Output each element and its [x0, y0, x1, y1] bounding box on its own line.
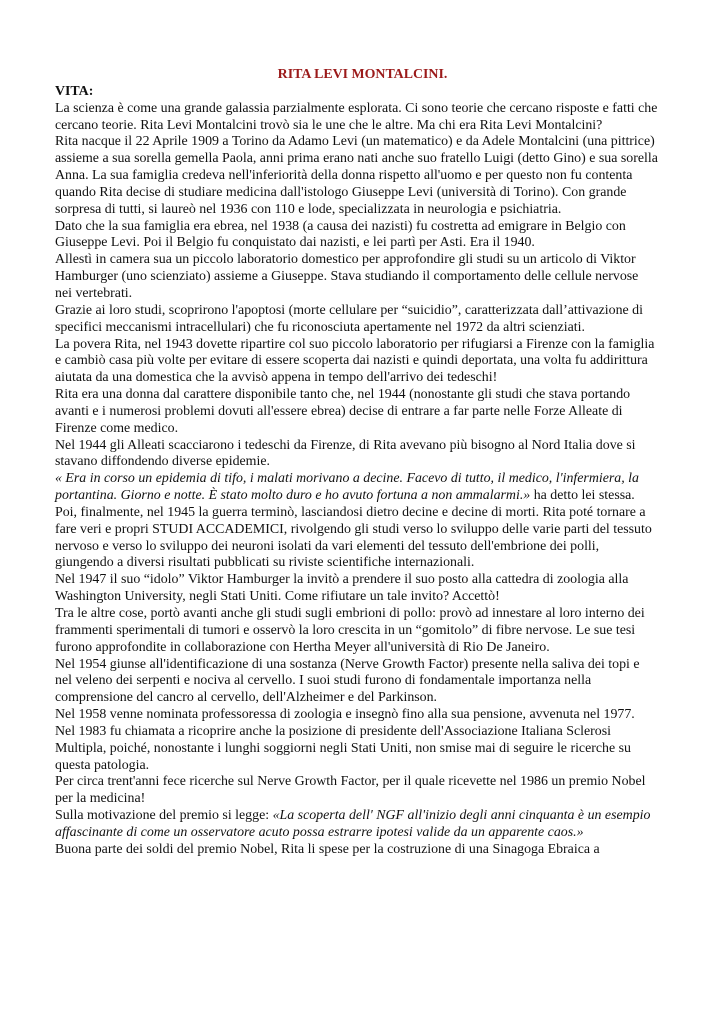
- quote-paragraph: [55, 471, 658, 505]
- paragraph-text: La povera Rita, nel 1943 dovette ripartire col suo piccolo laboratorio per rifugiarsi a Firenze con la famiglia e cambiò casa più volte per evitare di essere scoperta dai nazisti e quindi deportata, una volta fu addirittura aiutata da una domestica che la avvisò appena in tempo dell'arrivo dei tedeschi!: [55, 336, 655, 386]
- paragraph-text: Nel 1947 il suo “idolo” Viktor Hamburger la invitò a prendere il suo posto alla cattedra di zoologia alla Washington University, negli Stati Uniti. Come rifiutare un tale invito? Accettò!: [55, 572, 629, 605]
- paragraph: [55, 774, 658, 808]
- paragraph-text: Poi, finalmente, nel 1945 la guerra terminò, lasciandosi dietro decine e decine di morti. Rita poté tornare a fare veri e propri STUDI ACCADEMICI, rivolgendo gli studi verso lo sviluppo delle varie parti del tessuto nervoso e verso lo sviluppo dei neuroni isolati da vari elementi del tessuto dell'embrione dei polli, giungendo a diversi risultati pubblicati su riviste scientifiche internazionali.: [55, 504, 652, 571]
- paragraph: [55, 842, 658, 859]
- quote-text: « Era in corso un epidemia di tifo, i malati morivano a decine. Facevo di tutto, il medico, l'infermiera, la portantina. Giorno e notte. È stato molto duro e ho avuto fortuna a non ammalarmi.»: [55, 471, 639, 504]
- paragraph: [55, 606, 658, 657]
- paragraph-text: Rita nacque il 22 Aprile 1909 a Torino da Adamo Levi (un matematico) e da Adele Montalcini (una pittrice) assieme a sua sorella gemella Paola, anni prima erano nati anche suo fratello Luigi (detto Gino) e sua sorella Anna. La sua famiglia credeva nell'inferiorità della donna rispetto all'uomo e per questo non fu contenta quando Rita decise di studiare medicina dall'istologo Giuseppe Levi (università di Torino). Con grande sorpresa di tutti, si laureò nel 1936 con 110 e lode, specializzata in neurologia e psichiatria.: [55, 134, 658, 217]
- paragraph-text: Sulla motivazione del premio si legge:: [55, 808, 273, 824]
- quote-text: «La scoperta dell' NGF all'inizio degli anni cinquanta è un esempio affascinante di come un osservatore acuto possa estrarre ipotesi valide da un apparente caos.»: [55, 808, 651, 840]
- paragraph-text: Tra le altre cose, portò avanti anche gli studi sugli embrioni di pollo: provò ad innestare al loro interno dei frammenti sperimentali di tumori e osservò la loro crescita in un “gomitolo” di fibre nervose. Le sue tesi furono approfondite in collaborazione con Hertha Meyer all'università di Rio De Janeiro.: [55, 606, 645, 655]
- document-page: [55, 67, 658, 859]
- paragraph-text: Grazie ai loro studi, scoprirono l'apoptosi (morte cellulare per “suicidio”, caratterizzata dall’attivazione di specifici meccanismi intracellulari) che fu riconosciuta apertamente nel 1972 da altri scienziati.: [55, 302, 643, 335]
- paragraph: [55, 505, 658, 572]
- paragraph: [55, 387, 658, 438]
- paragraph-text: Nel 1954 giunse all'identificazione di una sostanza (Nerve Growth Factor) presente nella saliva dei topi e nel veleno dei serpenti e nociva al cervello. I suoi studi furono di fondamentale importanza nella comprensione del cancro al cervello, dell'Alzheimer e del Parkinson.: [55, 656, 640, 706]
- paragraph-text: La scienza è come una grande galassia parzialmente esplorata. Ci sono teorie che cercano risposte e fatti che cercano teorie. Rita Levi Montalcini trovò sia le une che le altre. Ma chi era Rita Levi Montalcini?: [55, 100, 658, 133]
- paragraph: [55, 252, 658, 303]
- paragraph-text: Dato che la sua famiglia era ebrea, nel 1938 (a causa dei nazisti) fu costretta ad emigrare in Belgio con Giuseppe Levi. Poi il Belgio fu conquistato dai nazisti, e lei partì per Asti. Era il 1940.: [55, 218, 626, 251]
- paragraph-text: Nel 1944 gli Alleati scacciarono i tedeschi da Firenze, di Rita avevano più bisogno al Nord Italia dove si stavano diffondendo diverse epidemie.: [55, 437, 636, 470]
- paragraph-text: Buona parte dei soldi del premio Nobel, Rita li spese per la costruzione di una Sinagoga Ebraica a: [55, 841, 600, 857]
- paragraph: [55, 438, 658, 472]
- paragraph: [55, 572, 658, 606]
- paragraph-text: Rita era una donna dal carattere disponibile tanto che, nel 1944 (nonostante gli studi che stava portando avanti e i numerosi problemi dovuti all'essere ebrea) decise di entrare a far parte nelle Forze Alleate di Firenze come medico.: [55, 387, 631, 436]
- paragraph: [55, 303, 658, 337]
- quote-paragraph: [55, 808, 658, 842]
- document-title: RITA LEVI MONTALCINI.: [277, 67, 448, 82]
- paragraph: [55, 219, 658, 253]
- paragraph: [55, 657, 658, 708]
- section-heading: VITA:: [55, 83, 94, 99]
- paragraph: [55, 134, 658, 218]
- paragraph-text: Per circa trent'anni fece ricerche sul Nerve Growth Factor, per il quale ricevette nel 1986 un premio Nobel per la medicina!: [55, 774, 646, 807]
- paragraph: [55, 707, 658, 774]
- paragraph: [55, 337, 658, 388]
- paragraph: [55, 101, 658, 135]
- paragraph-text: Allestì in camera sua un piccolo laboratorio domestico per approfondire gli studi su un articolo di Viktor Hamburger (uno scienziato) assieme a Giuseppe. Stava studiando il comportamento delle cellule nervose nei vertebrati.: [55, 252, 639, 301]
- paragraph-text: ha detto lei stessa.: [530, 488, 635, 504]
- paragraph-text: Nel 1958 venne nominata professoressa di zoologia e insegnò fino alla sua pensione, avvenuta nel 1977. Nel 1983 fu chiamata a ricoprire anche la posizione di presidente dell'Associazione Italiana Sclerosi Multipla, poiché, nonostante i lunghi soggiorni negli Stati Uniti, non smise mai di seguire le ricerche su questa patologia.: [55, 707, 635, 773]
